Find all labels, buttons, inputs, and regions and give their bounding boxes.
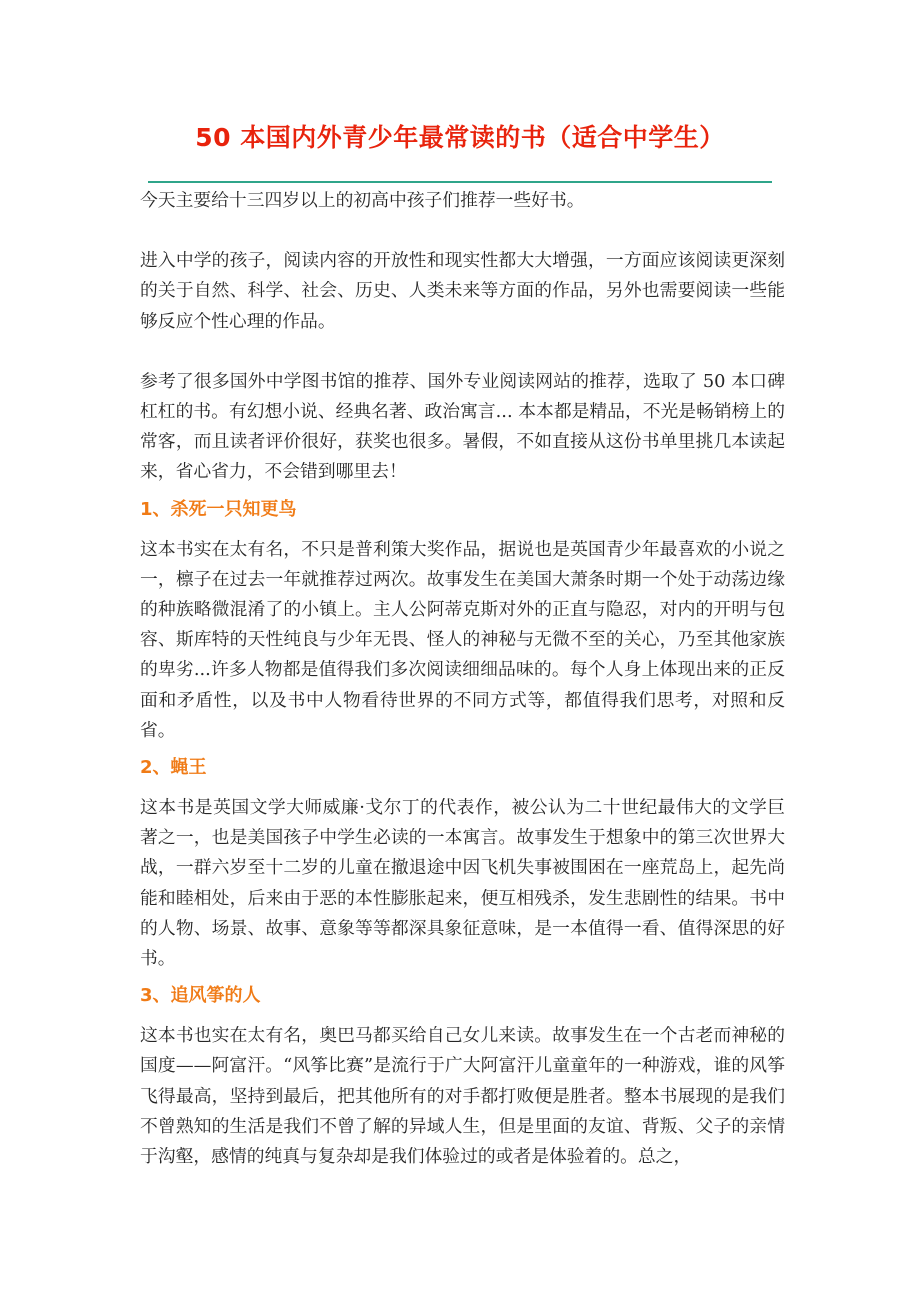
- intro-paragraph-3: 参考了很多国外中学图书馆的推荐、国外专业阅读网站的推荐，选取了 50 本口碑杠杠的书。有幻想小说、经典名著、政治寓言... 本本都是精品，不光是畅销榜上的常客，而且读者评价很好，获奖也很多。暑假，不如直接从这份书单里挑几本读起来，省心省力，不会错到哪里去！: [140, 370, 785, 483]
- section-heading-3: 3、追风筝的人: [140, 985, 261, 1007]
- title-divider: [148, 181, 772, 183]
- intro-paragraph-1: 今天主要给十三四岁以上的初高中孩子们推荐一些好书。: [140, 190, 585, 211]
- document-title: 50 本国内外青少年最常读的书（适合中学生）: [195, 123, 725, 152]
- document-body: [140, 186, 785, 1179]
- section-heading-1: 1、杀死一只知更鸟: [140, 498, 297, 520]
- section-body-3: 这本书也实在太有名，奥巴马都买给自己女儿来读。故事发生在一个古老而神秘的国度——阿富汗。“风筝比赛”是流行于广大阿富汗儿童童年的一种游戏，谁的风筝飞得最高，坚持到最后，把其他所有的对手都打败便是胜者。整本书展现的是我们不曾熟知的生活是我们不曾了解的异域人生，但是里面的友谊、背叛、父子的亲情于沟壑，感情的纯真与复杂却是我们体验过的或者是体验着的。总之，: [140, 1025, 785, 1168]
- section-body-2: 这本书是英国文学大师威廉·戈尔丁的代表作，被公认为二十世纪最伟大的文学巨著之一，也是美国孩子中学生必读的一本寓言。故事发生于想象中的第三次世界大战，一群六岁至十二岁的儿童在撤退途中因飞机失事被围困在一座荒岛上，起先尚能和睦相处，后来由于恶的本性膨胀起来，便互相残杀，发生悲剧性的结果。书中的人物、场景、故事、意象等等都深具象征意味，是一本值得一看、值得深思的好书。: [140, 797, 785, 970]
- intro-paragraph-2: 进入中学的孩子，阅读内容的开放性和现实性都大大增强，一方面应该阅读更深刻的关于自然、科学、社会、历史、人类未来等方面的作品，另外也需要阅读一些能够反应个性心理的作品。: [140, 250, 785, 332]
- section-heading-2: 2、蝇王: [140, 757, 207, 779]
- section-body-1: 这本书实在太有名，不只是普利策大奖作品，据说也是英国青少年最喜欢的小说之一，檩子在过去一年就推荐过两次。故事发生在美国大萧条时期一个处于动荡边缘的种族略微混淆了的小镇上。主人公阿蒂克斯对外的正直与隐忍，对内的开明与包容、斯库特的天性纯良与少年无畏、怪人的神秘与无微不至的关心，乃至其他家族的卑劣...许多人物都是值得我们多次阅读细细品味的。每个人身上体现出来的正反面和矛盾性，以及书中人物看待世界的不同方式等，都值得我们思考，对照和反省。: [140, 538, 785, 741]
